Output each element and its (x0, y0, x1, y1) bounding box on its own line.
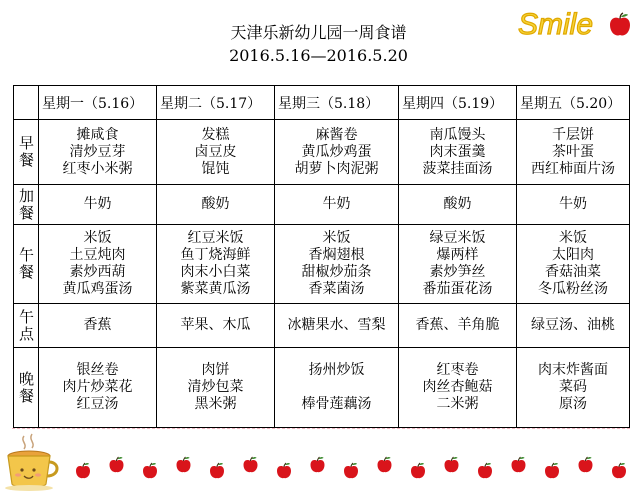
menu-cell: 米饭 土豆炖肉 素炒西葫 黄瓜鸡蛋汤 (39, 225, 157, 304)
apple-icon (411, 463, 425, 478)
day-header-mon: 星期一（5.16） (39, 86, 157, 120)
apple-icon (545, 463, 559, 478)
menu-cell: 红枣卷 肉丝杏鲍菇 二米粥 (399, 348, 517, 428)
coffee-cup-icon (0, 432, 62, 492)
menu-cell: 肉末炸酱面 菜码 原汤 (517, 348, 630, 428)
apple-icon (143, 463, 157, 478)
menu-cell: 扬州炒饭 棒骨莲藕汤 (275, 348, 399, 428)
apple-icon (612, 463, 626, 478)
menu-cell: 冰糖果水、雪梨 (275, 304, 399, 348)
header-row (14, 86, 630, 120)
meal-row-breakfast (14, 120, 630, 185)
apple-icon (579, 457, 593, 472)
date-range: 2016.5.16—2016.5.20 (229, 46, 408, 65)
meal-label-breakfast: 早 餐 (14, 120, 39, 185)
smile-logo-text: Smile (518, 8, 594, 41)
day-header-wed: 星期三（5.18） (275, 86, 399, 120)
meal-row-snack (14, 185, 630, 225)
menu-cell: 香蕉 (39, 304, 157, 348)
menu-cell: 牛奶 (275, 185, 399, 225)
day-header-fri: 星期五（5.20） (517, 86, 630, 120)
menu-cell: 苹果、木瓜 (157, 304, 275, 348)
meal-label-lunch: 午 餐 (14, 225, 39, 304)
apple-icon (277, 463, 291, 478)
meal-row-dinner (14, 348, 630, 428)
menu-cell: 香蕉、羊角脆 (399, 304, 517, 348)
menu-cell: 酸奶 (157, 185, 275, 225)
corner-cell (14, 86, 39, 120)
apple-icon (244, 457, 258, 472)
menu-cell: 牛奶 (39, 185, 157, 225)
menu-cell: 南瓜馒头 肉末蛋羹 菠菜挂面汤 (399, 120, 517, 185)
apple-row (70, 452, 635, 480)
apple-icon (478, 463, 492, 478)
menu-cell: 牛奶 (517, 185, 630, 225)
decorative-divider (12, 428, 630, 429)
day-header-tue: 星期二（5.17） (157, 86, 275, 120)
page-title: 天津乐新幼儿园一周食谱 (230, 23, 407, 42)
menu-cell: 米饭 太阳肉 香菇油菜 冬瓜粉丝汤 (517, 225, 630, 304)
meal-row-afternoon-snack (14, 304, 630, 348)
weekly-menu-table (13, 85, 630, 428)
meal-label-dinner: 晚 餐 (14, 348, 39, 428)
menu-cell: 肉饼 清炒包菜 黑米粥 (157, 348, 275, 428)
menu-cell: 酸奶 (399, 185, 517, 225)
day-header-thu: 星期四（5.19） (399, 86, 517, 120)
apple-icon (76, 463, 90, 478)
meal-label-afternoon-snack: 午 点 (14, 304, 39, 348)
apple-icon (110, 457, 124, 472)
apple-icon (177, 457, 191, 472)
menu-cell: 银丝卷 肉片炒菜花 红豆汤 (39, 348, 157, 428)
meal-row-lunch (14, 225, 630, 304)
apple-icon (344, 463, 358, 478)
apple-icon (378, 457, 392, 472)
meal-label-snack: 加 餐 (14, 185, 39, 225)
apple-icon (512, 457, 526, 472)
menu-cell: 绿豆汤、油桃 (517, 304, 630, 348)
apple-icon (311, 457, 325, 472)
menu-cell: 麻酱卷 黄瓜炒鸡蛋 胡萝卜肉泥粥 (275, 120, 399, 185)
menu-cell: 千层饼 茶叶蛋 西红柿面片汤 (517, 120, 630, 185)
apple-icon (210, 463, 224, 478)
menu-cell: 米饭 香焖翅根 甜椒炒茄条 香菜菌汤 (275, 225, 399, 304)
menu-cell: 发糕 卤豆皮 馄饨 (157, 120, 275, 185)
menu-cell: 绿豆米饭 爆两样 素炒笋丝 番茄蛋花汤 (399, 225, 517, 304)
apple-icon (445, 457, 459, 472)
menu-cell: 红豆米饭 鱼丁烧海鲜 肉末小白菜 紫菜黄瓜汤 (157, 225, 275, 304)
menu-cell: 摊咸食 清炒豆芽 红枣小米粥 (39, 120, 157, 185)
